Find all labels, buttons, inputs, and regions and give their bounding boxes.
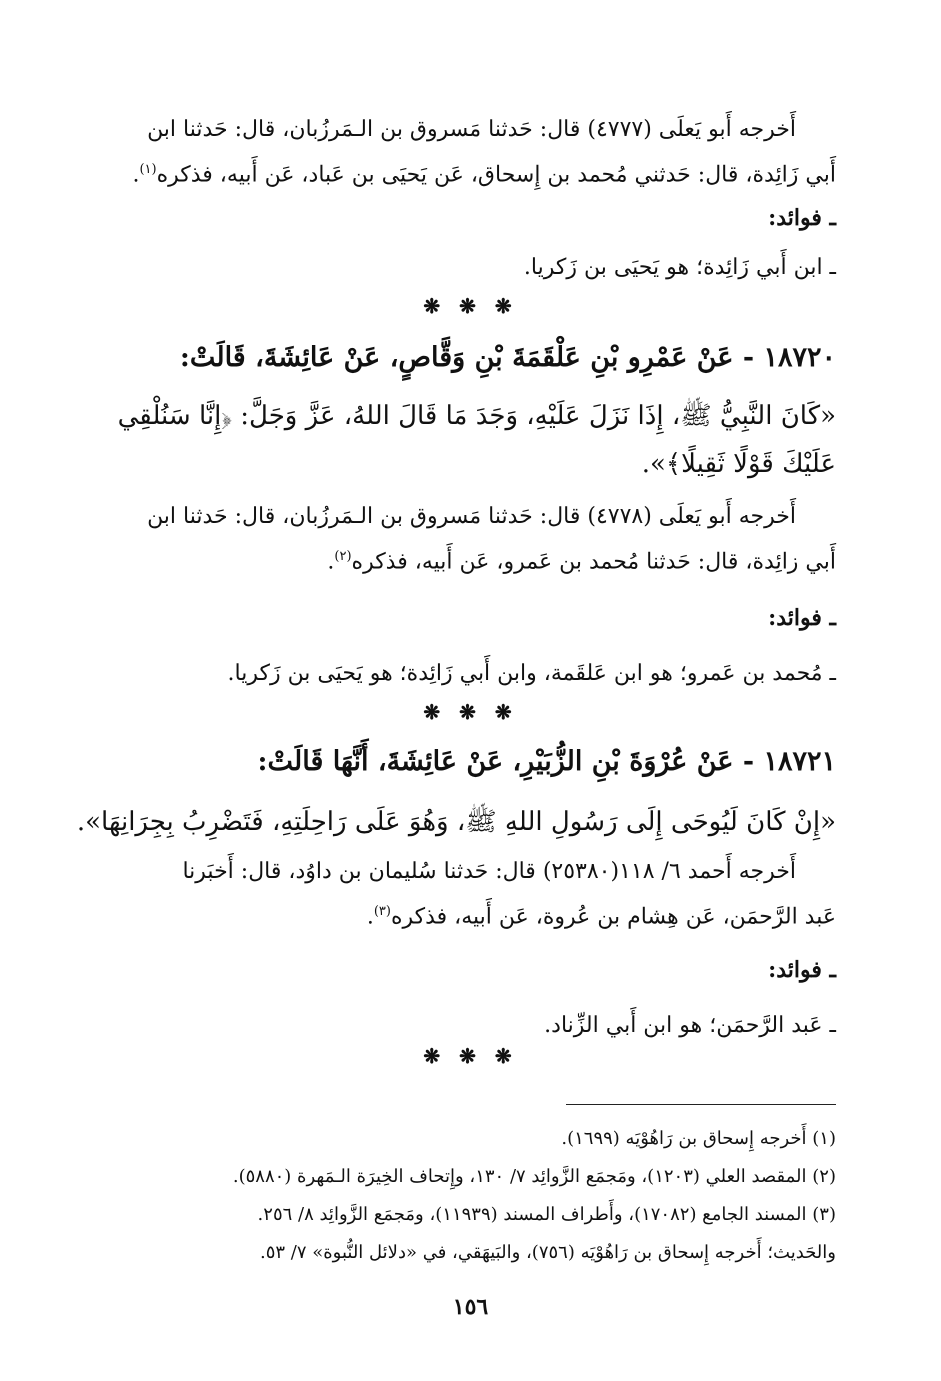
fawaid-item: ـ مُحمد بن عَمرو؛ هو ابن عَلقَمة، وابن أَبي زَائِدة؛ هو يَحيَى بن زَكريا. bbox=[227, 661, 836, 686]
fawaid-item: ـ عَبد الرَّحمَن؛ هو ابن أَبي الزِّناد. bbox=[544, 1013, 836, 1038]
section-divider-stars: ❋ ❋ ❋ bbox=[423, 294, 518, 318]
fawaid-list-3 bbox=[95, 1006, 836, 1046]
source-line: عَبد الرَّحمَن، عَن هِشام بن عُروة، عَن أَبيه، فذكره$^{(٣)}$. bbox=[366, 904, 836, 930]
source-line: أَبي زَائِدة، قال: حَدثني مُحمد بن إِسحاق، عَن يَحيَى بن عَباد، عَن أَبيه، فذكره$^{(١)}$. bbox=[132, 162, 836, 188]
source-line: أَبي زائِدة، قال: حَدثنا مُحمد بن عَمرو، عَن أَبيه، فذكره$^{(٢)}$. bbox=[327, 549, 836, 575]
source-line: أَخرجه أَحمد ٦/ ١١٨(٢٥٣٨٠) قال: حَدثنا سُليمان بن داوُد، قال: أَخبَرنا bbox=[182, 859, 796, 884]
hadith-line: «كَانَ النَّبِيُّ ﷺ، إِذَا نَزَلَ عَلَيْهِ، وَجَدَ مَا قَالَ اللهُ، عَزَّ وَجَلَّ: ﴿إِنَّا سَنُلْقِي bbox=[117, 401, 836, 431]
hadith-line: عَلَيْكَ قَوْلًا ثَقِيلًا﴾». bbox=[641, 449, 836, 479]
fawaid-heading-1: ـ فوائد: bbox=[768, 205, 836, 231]
section-divider-stars: ❋ ❋ ❋ bbox=[423, 1044, 518, 1068]
hadith-text-18720 bbox=[95, 392, 836, 488]
footnote-1: (١) أَخرجه إِسحاق بن رَاهُوْيَه (١٦٩٩). bbox=[561, 1128, 836, 1149]
footnote-ref: (٣) bbox=[373, 904, 391, 919]
hadith-text-18721 bbox=[76, 798, 836, 846]
footnote-2: (٢) المقصد العلي (١٢٠٣)، ومَجمَع الزَّوائِد ٧/ ١٣٠، وإِتحاف الخِيرَة الـمَهرة (٥٨٨٠). bbox=[232, 1166, 836, 1187]
source-paragraph-3 bbox=[95, 852, 836, 937]
footnote-ref: (٢) bbox=[334, 549, 352, 564]
footnote-3: (٣) المسند الجامع (١٧٠٨٢)، وأَطراف المسند (١١٩٣٩)، ومَجمَع الزَّوائِد ٨/ ٢٥٦. bbox=[257, 1204, 836, 1225]
hadith-heading-18720: ١٨٧٢٠ - عَنْ عَمْرِو بْنِ عَلْقَمَةَ بْنِ وَقَّاصٍ، عَنْ عَائِشَةَ، قَالَتْ: bbox=[179, 342, 836, 373]
fawaid-list-1 bbox=[95, 248, 836, 288]
source-line: أَخرجه أَبو يَعلَى (٤٧٧٧) قال: حَدثنا مَسروق بن الـمَرزُبان، قال: حَدثنا ابن bbox=[147, 117, 796, 142]
fawaid-list-2 bbox=[95, 654, 836, 694]
section-divider-stars: ❋ ❋ ❋ bbox=[423, 700, 518, 724]
hadith-heading-18721: ١٨٧٢١ - عَنْ عُرْوَةَ بْنِ الزُّبَيْرِ، عَنْ عَائِشَةَ، أَنَّهَا قَالَتْ: bbox=[257, 746, 836, 777]
footnotes bbox=[100, 1120, 836, 1272]
footnote-separator bbox=[566, 1104, 836, 1105]
fawaid-item: ـ ابن أَبي زَائِدة؛ هو يَحيَى بن زَكريا. bbox=[523, 255, 836, 280]
source-paragraph-2 bbox=[95, 497, 836, 582]
footnote-ref: (١) bbox=[139, 162, 157, 177]
hadith-line: «إِنْ كَانَ لَيُوحَى إِلَى رَسُولِ اللهِ ﷺ، وَهُوَ عَلَى رَاحِلَتِهِ، فَتَضْرِبُ بِجِرَانِهَا». bbox=[76, 807, 836, 837]
fawaid-heading-2: ـ فوائد: bbox=[768, 605, 836, 631]
source-line: أَخرجه أَبو يَعلَى (٤٧٧٨) قال: حَدثنا مَسروق بن الـمَرزُبان، قال: حَدثنا ابن bbox=[147, 504, 796, 529]
footnote-3-continuation: والحَديث؛ أَخرجه إِسحاق بن رَاهُوْيَه (٧٥٦)، والبَيهَقي، في «دلائل النُّبوة» ٧/ ٥٣. bbox=[259, 1242, 836, 1263]
page-number: ١٥٦ bbox=[452, 1294, 489, 1320]
fawaid-heading-3: ـ فوائد: bbox=[768, 957, 836, 983]
source-paragraph-1 bbox=[95, 110, 836, 195]
